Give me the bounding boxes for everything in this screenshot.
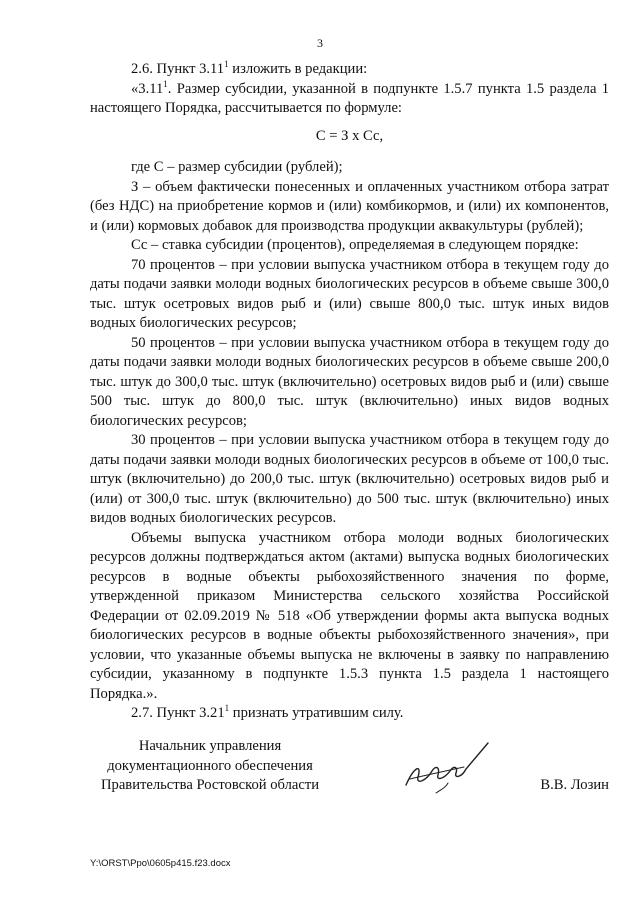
signatory-title-line: Правительства Ростовской области (100, 777, 320, 793)
paragraph-3-11: «3.11$^1$. Размер субсидии, указанной в подпункте 1.5.7 пункта 1.5 раздела 1 настоящего Порядка, рассчитывается по формуле: (90, 78, 609, 116)
signatory-title-line: Начальник управления (138, 738, 282, 754)
page-number: 3 (317, 36, 323, 50)
paragraph-def-cc: Сс – ставка субсидии (процентов), определяемая в следующем порядке: (131, 237, 579, 253)
paragraph-def-c: где С – размер субсидии (рублей); (131, 159, 343, 175)
formula: С = З х Сс, (315, 127, 384, 144)
paragraph-2-7: 2.7. Пункт 3.21$^1$ признать утратившим силу. (131, 703, 404, 721)
handwritten-signature (396, 737, 496, 797)
paragraph-volumes: Объемы выпуска участником отбора молоди водных биологических ресурсов должны подтверждаться актом (актами) выпуска водных биологических ресурсов в водные объекты рыбохозяйственного значения по форме, утвержденной приказом Министерства сельского хозяйства Российской Федерации от 02.09.2019 № 518 «Об утверждении формы акта выпуска водных биологических ресурсов в водные объекты рыбохозяйственного значения», при условии, что указанные объемы выпуска не включены в заявку по направлению субсидии, указанному в подпункте 1.5.3 пункта 1.5 раздела 1 настоящего Порядка.». (90, 529, 609, 702)
paragraph-50-percent: 50 процентов – при условии выпуска участником отбора в текущем году до даты подачи заявки молоди водных биологических ресурсов в объеме свыше 200,0 тыс. штук до 300,0 тыс. штук (включительно) осетровых видов рыб и (или) свыше 500 тыс. штук до 800,0 тыс. штук (включительно) иных видов водных биологических ресурсов; (90, 334, 609, 429)
signatory-title (90, 737, 330, 796)
signatory-title-line: документационного обеспечения (107, 757, 313, 774)
paragraph-30-percent: 30 процентов – при условии выпуска участником отбора в текущем году до даты подачи заявки молоди водных биологических ресурсов в объеме от 100,0 тыс. штук (включительно) до 200,0 тыс. штук (включительно) осетровых видов рыб и (или) от 300,0 тыс. штук (включительно) до 500 тыс. штук (включительно) иных видов водных биологических ресурсов. (90, 432, 609, 526)
file-path-footer: Y:\ORST\Ppo\0605p415.f23.docx (90, 858, 231, 869)
paragraph-def-z: З – объем фактически понесенных и оплаченных участником отбора затрат (без НДС) на приобретение кормов и (или) комбикормов, и (или) их компонентов, и (или) кормовых добавок для производства продукции аквакультуры (рублей); (90, 178, 609, 234)
paragraph-70-percent: 70 процентов – при условии выпуска участником отбора в текущем году до даты подачи заявки молоди водных биологических ресурсов в объеме свыше 300,0 тыс. штук осетровых видов рыб и (или) свыше 800,0 тыс. штук иных видов водных биологических ресурсов; (90, 256, 609, 331)
document-body (90, 60, 609, 724)
signatory-name: В.В. Лозин (540, 777, 609, 793)
paragraph-2-6: 2.6. Пункт 3.11$^1$ изложить в редакции: (131, 59, 368, 77)
